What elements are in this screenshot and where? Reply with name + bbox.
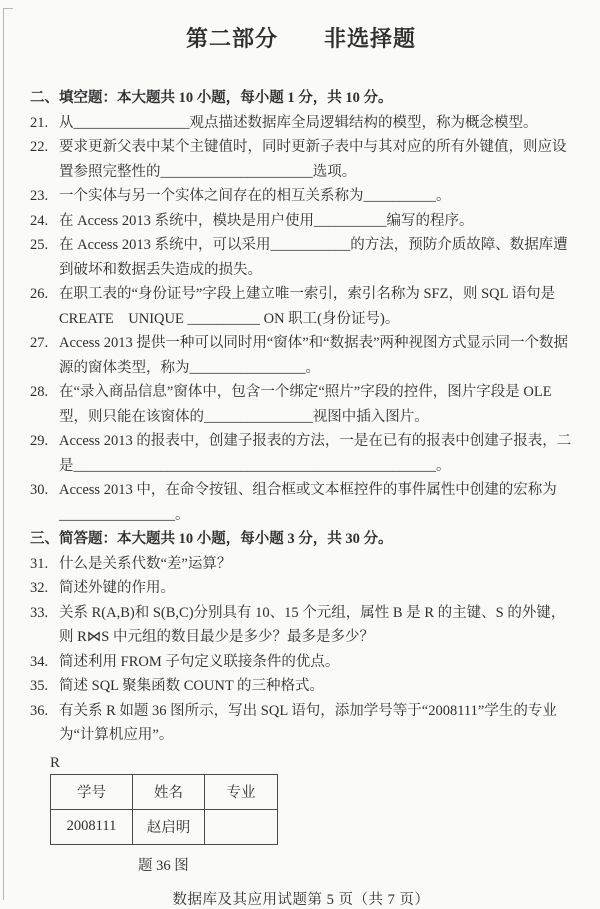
question-number: 32. (30, 580, 49, 596)
table-header-name: 姓名 (133, 774, 205, 809)
question-36 (30, 699, 572, 748)
question-number: 31. (30, 555, 49, 572)
question-31 (30, 552, 572, 577)
question-number: 27. (30, 335, 49, 351)
question-26 (30, 282, 572, 331)
question-22 (30, 135, 572, 184)
relation-table (50, 774, 278, 845)
question-text: 在 Access 2013 系统中，模块是用户使用__________编写的程序。 (59, 212, 474, 229)
question-27 (30, 331, 572, 380)
question-text: 简述 SQL 聚集函数 COUNT 的三种格式。 (59, 678, 325, 694)
question-text: 关系 R(A,B)和 S(B,C)分别具有 10、15 个元组，属性 B 是 R 的主键、S 的外键，则 R⋈S 中元组的数目最少是多少？最多是多少？ (59, 604, 566, 645)
question-35 (30, 674, 572, 699)
question-text: 一个实体与另一个实体之间存在的相互关系称为__________。 (59, 188, 451, 204)
page-footer: 数据库及其应用试题第 5 页（共 7 页） (172, 891, 430, 908)
question-text: 简述外键的作用。 (59, 580, 175, 596)
question-text: 在“录入商品信息”窗体中，包含一个绑定“照片”字段的控件，图片字段是 OLE 型，则只能在该窗体的_______________视图中插入图片。 (59, 384, 552, 425)
scan-edge-line (3, 8, 4, 900)
figure-caption: 题 36 图 (138, 857, 189, 874)
question-24 (30, 209, 572, 234)
question-33 (30, 601, 572, 650)
question-text: 从________________观点描述数据库全局逻辑结构的模型，称为概念模型。 (59, 114, 538, 131)
question-text: 有关系 R 如题 36 图所示，写出 SQL 语句，添加学号等于“2008111”学生的专业为“计算机应用”。 (59, 702, 557, 743)
table-header-major: 专业 (205, 774, 278, 809)
question-number: 22. (30, 139, 49, 155)
question-32 (30, 576, 572, 601)
table-cell-major (205, 809, 278, 844)
table-cell-student-id: 2008111 (51, 809, 133, 844)
question-number: 23. (30, 188, 49, 204)
question-number: 21. (30, 114, 49, 131)
question-number: 30. (30, 482, 49, 498)
question-28 (30, 380, 572, 429)
question-25 (30, 233, 572, 282)
question-29 (30, 429, 572, 478)
question-number: 34. (30, 653, 49, 670)
table-header-student-id: 学号 (51, 774, 133, 809)
relation-label: R (50, 754, 61, 771)
question-text: Access 2013 中，在命令按钮、组合框或文本框控件的事件属性中创建的宏称为________________。 (59, 482, 557, 523)
question-number: 26. (30, 286, 49, 302)
section-heading-short-answer: 三、简答题：本大题共 10 小题，每小题 3 分，共 30 分。 (30, 531, 393, 547)
question-number: 36. (30, 702, 49, 719)
question-text: Access 2013 提供一种可以同时用“窗体”和“数据表”两种视图方式显示同一个数据源的窗体类型，称为________________。 (59, 335, 569, 376)
question-21 (30, 111, 572, 136)
section-heading-fill-in: 二、填空题：本大题共 10 小题，每小题 1 分，共 10 分。 (30, 90, 393, 106)
question-text: 简述利用 FROM 子句定义联接条件的优点。 (59, 653, 340, 670)
figure-36 (30, 755, 572, 875)
question-23 (30, 184, 572, 209)
table-header-row (51, 774, 278, 809)
question-34 (30, 650, 572, 675)
question-number: 25. (30, 237, 49, 253)
question-text: 什么是关系代数“差”运算？ (59, 555, 232, 572)
question-30 (30, 478, 572, 527)
question-text: 在职工表的“身份证号”字段上建立唯一索引，索引名称为 SFZ，则 SQL 语句是 CREATE UNIQUE __________ ON 职工(身份证号)。 (59, 286, 556, 327)
page-title: 第二部分 非选择题 (185, 26, 416, 51)
table-row (51, 809, 278, 844)
question-number: 33. (30, 604, 49, 621)
table-cell-name: 赵启明 (133, 809, 205, 844)
question-number: 35. (30, 678, 49, 694)
question-text: 在 Access 2013 系统中，可以采用___________的方法，预防介质故障、数据库遭到破坏和数据丢失造成的损失。 (59, 237, 568, 278)
question-text: 要求更新父表中某个主键值时，同时更新子表中与其对应的所有外键值，则应设置参照完整性的_____________________选项。 (59, 139, 567, 180)
question-number: 29. (30, 433, 49, 449)
question-text: Access 2013 的报表中，创建子报表的方法，一是在已有的报表中创建子报表，二是__________________________________________________。 (59, 433, 572, 474)
question-number: 28. (30, 384, 49, 400)
question-number: 24. (30, 212, 49, 229)
scan-corner-mark (3, 8, 13, 9)
